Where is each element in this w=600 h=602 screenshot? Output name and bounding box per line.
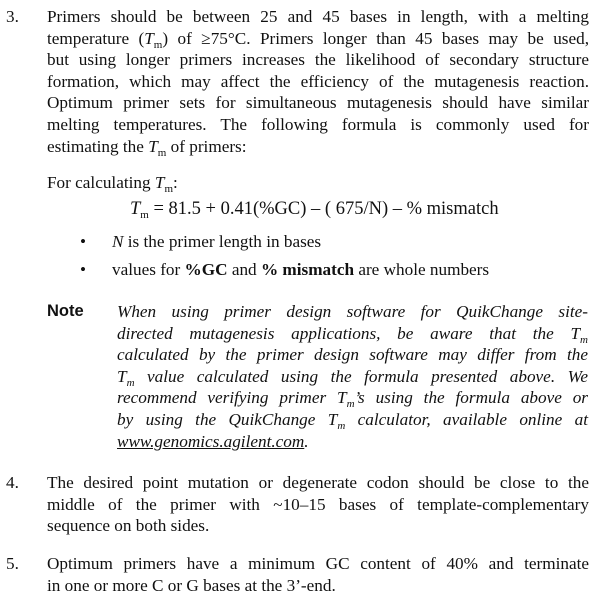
text-line: www.genomics.agilent.com. (117, 431, 309, 451)
bullet-icon: • (80, 232, 87, 251)
text-line: calculated by the primer design software may differ from the (117, 345, 588, 365)
text-line: sequence on both sides. (47, 516, 210, 536)
text-line: Primers should be between 25 and 45 bases in length, with a melting (47, 7, 589, 26)
item-3-paragraph (47, 6, 589, 157)
note-text (117, 301, 588, 452)
text-line: When using primer design software for QuikChange site- (117, 302, 588, 321)
text-line: directed mutagenesis applications, be aware that the $T_m$ (117, 323, 588, 346)
tm-formula: $T_m = 81.5 + 0.41(\%GC)$ – ( 675/N) – % mismatch (130, 199, 499, 221)
text-line: in one or more C or G bases at the 3’-end. (47, 575, 336, 595)
text-line: Optimum primers have a minimum GC content of 40% and terminate (47, 554, 589, 573)
item-number: 5. (6, 554, 19, 573)
bullet-icon: • (80, 260, 87, 279)
note-label: Note (47, 302, 84, 320)
text-line: by using the QuikChange $T_m$ calculator, available online at (117, 409, 588, 432)
text-line: melting temperatures. The following formula is commonly used for (47, 114, 589, 134)
text-line: temperature $(T_m)$ of ≥75°C. Primers longer than 45 bases may be used, (47, 28, 590, 51)
text-line: $T_m$ value calculated using the formula presented above. We (117, 366, 588, 389)
item-number: 3. (6, 7, 19, 26)
genomics-link[interactable]: www.genomics.agilent.com (117, 431, 305, 451)
formula-title: For calculating $T_m$: (47, 173, 178, 195)
item-4-paragraph (47, 472, 589, 537)
item-5-paragraph (47, 553, 589, 596)
text-line: but using longer primers increases the likelihood of secondary structure (47, 50, 589, 70)
item-number: 4. (6, 473, 19, 492)
text-line: Optimum primer sets for simultaneous mutagenesis should have similar (47, 93, 589, 113)
text-line: formation, which may affect the efficiency of the mutagenesis reaction. (47, 71, 589, 91)
text-line: estimating the $T_m$ of primers: (47, 136, 247, 159)
text-line: middle of the primer with ~10–15 bases of template-complementary (47, 494, 589, 514)
text-line: The desired point mutation or degenerate codon should be close to the (47, 473, 589, 492)
text-line: recommend verifying primer $T_m’s$ using the formula above or (117, 388, 588, 411)
